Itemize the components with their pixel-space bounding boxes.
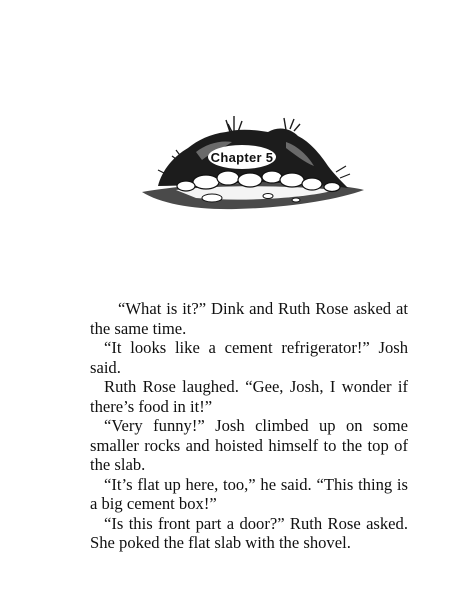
chapter-title: Chapter 5 bbox=[210, 150, 274, 165]
boulder bbox=[280, 173, 304, 187]
pebble bbox=[292, 198, 300, 202]
pebble bbox=[263, 194, 273, 199]
paragraph: “Is this front part a door?” Ruth Rose asked. She poked the flat slab with the shovel. bbox=[90, 513, 408, 552]
paragraph: “What is it?” Dink and Ruth Rose asked at the same time. bbox=[90, 299, 408, 338]
boulder bbox=[217, 171, 239, 185]
paragraph: “It looks like a cement refrigerator!” Josh said. bbox=[90, 338, 408, 377]
boulder bbox=[177, 181, 195, 191]
chapter-illustration bbox=[136, 112, 368, 216]
story-text bbox=[90, 299, 408, 553]
boulder bbox=[193, 175, 219, 189]
boulder bbox=[324, 183, 340, 192]
grass-tuft bbox=[336, 166, 350, 178]
pebble bbox=[202, 194, 222, 202]
grass-tuft bbox=[284, 118, 300, 131]
paragraph: “It’s flat up here, too,” he said. “This thing is a big cement box!” bbox=[90, 474, 408, 513]
paragraph: Ruth Rose laughed. “Gee, Josh, I wonder if there’s food in it!” bbox=[90, 377, 408, 416]
boulder bbox=[238, 173, 262, 187]
paragraph: “Very funny!” Josh climbed up on some smaller rocks and hoisted himself to the top of the slab. bbox=[90, 416, 408, 474]
boulder bbox=[302, 178, 322, 190]
boulder bbox=[262, 171, 282, 183]
grass-tuft bbox=[226, 116, 242, 132]
